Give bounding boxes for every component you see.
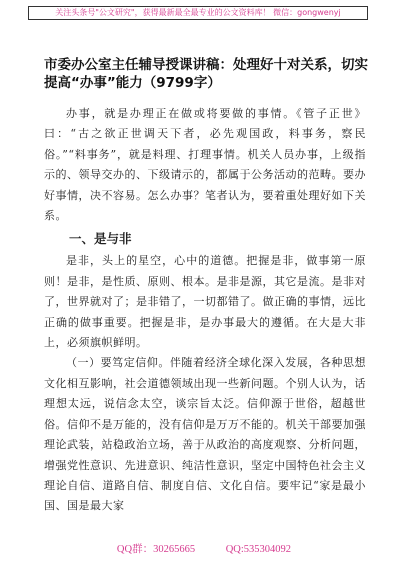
header-banner: 关注头条号"公文研究"，获得最新最全最专业的公文资料库！ 微信：gongwenyj [28, 6, 368, 20]
intro-paragraph: 办事，就是办理正在做或将要做的事情。《管子正世》曰：“古之欲正世调天下者，必先观国政，料事务，察民俗。”“料事务”，就是料理、打理事情。机关人员办事，上级指示的、领导交办的、下级请示的，都属于公务活动的范畴。要办好事情，决不容易。怎么办事？笔者认为，要着重处理好如下关系。 [44, 107, 366, 223]
footer-contact [0, 541, 408, 556]
section-heading: 一、是与非 [69, 231, 132, 247]
footer-qq: QQ:535304092 [225, 544, 292, 555]
section-paragraph: 是非，头上的星空，心中的道德。把握是非，做事第一原则！是非，是性质、原则、根本。是非是源，其它是流。是非对了，世界就对了；是非错了，一切都错了。做正确的事情，远比正确的做事重要。把握是非，是办事最大的遵循。在大是大非上，必须旗帜鲜明。 [44, 254, 366, 350]
footer-qq-group: QQ群：30265665 [116, 544, 196, 555]
section-paragraph: （一）要笃定信仰。伴随着经济全球化深入发展，各种思想文化相互影响，社会道德领域出现一些新问题。个别人认为，话理想太远，说信念太空，谈宗旨太泛。信仰源于世俗，超越世俗。信仰不是万能的，没有信仰是万万不能的。机关干部要加强理论武装，站稳政治立场，善于从政治的高度观察、分析问题，增强党性意识、先进意识、纯洁性意识，坚定中国特色社会主义理论自信、道路自信、制度自信、文化自信。要牢记“家是最小国、国是最大家 [44, 356, 366, 513]
document-title: 市委办公室主任辅导授课讲稿：处理好十对关系，切实提高“办事”能力（9799字） [44, 57, 368, 91]
document-body [44, 104, 366, 517]
